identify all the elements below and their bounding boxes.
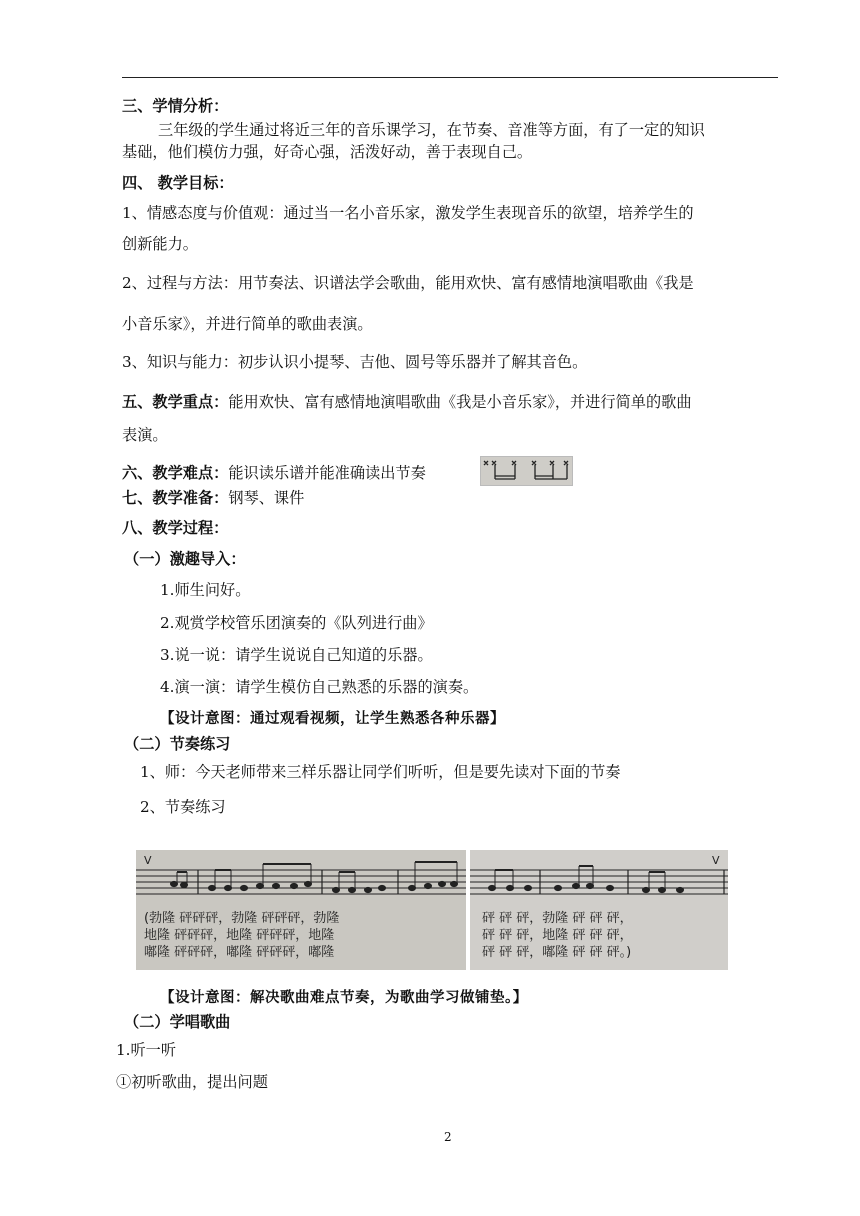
rhythm-notation-graphic [481, 457, 574, 487]
rhythm-score-left [136, 850, 466, 970]
section-3-body-line-1: 三年级的学生通过将近三年的音乐课学习，在节奏、音准等方面，有了一定的知识 [158, 121, 705, 139]
section-3-body-line-2: 基础，他们模仿力强，好奇心强，活泼好动，善于表现自己。 [122, 143, 533, 161]
section-5 [122, 392, 692, 412]
part-3-title: （二）学唱歌曲 [124, 1013, 231, 1031]
rhythm-score-right [470, 850, 728, 970]
part-2-design-note: 【设计意图：解决歌曲难点节奏，为歌曲学习做铺垫。】 [160, 990, 528, 1006]
part-3-item-2: ①初听歌曲，提出问题 [116, 1073, 268, 1091]
goal-1-line-1: 1、情感态度与价值观：通过当一名小音乐家，激发学生表现音乐的欲望，培养学生的 [122, 204, 694, 222]
section-6-text: 能识读乐谱并能准确读出节奏 [228, 464, 426, 482]
section-7-text: 钢琴、课件 [228, 489, 305, 507]
lyric-line: 嘟隆 砰砰砰，嘟隆 砰砰砰，嘟隆 [144, 945, 335, 960]
section-3-title: 三、学情分析： [122, 97, 229, 115]
part-2-item-2: 2、节奏练习 [140, 798, 226, 816]
rhythm-lyrics-right [482, 910, 633, 961]
lyric-line: 地隆 砰砰砰，地隆 砰砰砰，地隆 [144, 928, 335, 943]
section-8-title: 八、教学过程： [122, 519, 229, 537]
rhythm-lyrics-left [144, 910, 339, 961]
rhythm-notation-image [480, 456, 573, 486]
part-3-item-1: 1.听一听 [116, 1041, 177, 1059]
lyric-line: 砰 砰 砰，嘟隆 砰 砰 砰。) [482, 945, 632, 960]
section-5-text: 能用欢快、富有感情地演唱歌曲《我是小音乐家》，并进行简单的歌曲 [228, 393, 692, 411]
lyric-line: 砰 砰 砰，地隆 砰 砰 砰， [482, 928, 633, 943]
part-1-item-4: 4.演一演：请学生模仿自己熟悉的乐器的演奏。 [160, 678, 479, 696]
svg-text:V: V [144, 854, 152, 867]
page-number: 2 [444, 1130, 452, 1144]
part-2-title: （二）节奏练习 [124, 735, 231, 753]
section-5-text-line-2: 表演。 [122, 426, 168, 444]
section-7-label: 七、教学准备： [122, 489, 229, 507]
part-2-item-1: 1、师：今天老师带来三样乐器让同学们听听，但是要先读对下面的节奏 [140, 763, 621, 781]
lyric-line: 砰 砰 砰，勃隆 砰 砰 砰， [482, 911, 633, 926]
section-6-label: 六、教学难点： [122, 464, 229, 482]
section-5-label: 五、教学重点： [122, 393, 229, 411]
part-1-item-3: 3.说一说：请学生说说自己知道的乐器。 [160, 646, 433, 664]
part-1-design-note: 【设计意图：通过观看视频，让学生熟悉各种乐器】 [160, 711, 505, 727]
goal-3: 3、知识与能力：初步认识小提琴、吉他、圆号等乐器并了解其音色。 [122, 353, 588, 371]
score-staff-right [470, 850, 728, 906]
section-7 [122, 488, 304, 508]
section-4-title: 四、 教学目标： [122, 174, 234, 192]
section-6 [122, 463, 426, 483]
header-rule [122, 77, 778, 78]
score-staff-left [136, 850, 466, 906]
part-1-item-2: 2.观赏学校管乐团演奏的《队列进行曲》 [160, 614, 433, 632]
svg-text:V: V [712, 854, 720, 867]
goal-1-line-2: 创新能力。 [122, 235, 198, 253]
rhythm-score-image [136, 850, 728, 970]
lyric-line: (勃隆 砰砰砰，勃隆 砰砰砰，勃隆 [144, 911, 340, 926]
part-1-item-1: 1.师生问好。 [160, 581, 251, 599]
goal-2-line-2: 小音乐家》，并进行简单的歌曲表演。 [122, 315, 373, 333]
goal-2-line-1: 2、过程与方法：用节奏法、识谱法学会歌曲，能用欢快、富有感情地演唱歌曲《我是 [122, 274, 694, 292]
part-1-title: （一）激趣导入： [124, 550, 246, 568]
